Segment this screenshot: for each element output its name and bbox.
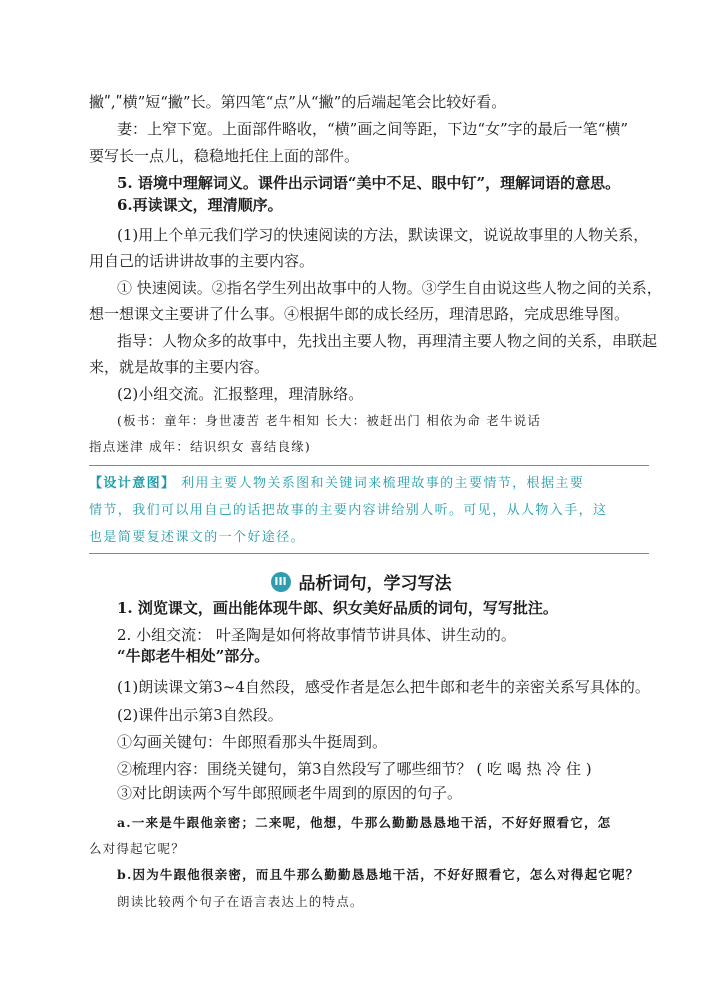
design-line2: 情节，我们可以用自己的话把故事的主要内容讲给别人听。可见，从人物入手，这 [89, 503, 608, 518]
guide-line2: 来，就是故事的主要内容。 [89, 358, 270, 376]
section-title: 品析词句，学习写法 [298, 574, 452, 594]
compare-line: 朗读比较两个句子在语言表达上的特点。 [117, 894, 364, 909]
step1-line2: 用自己的话讲讲故事的主要内容。 [89, 252, 315, 270]
design-bottom-divider [89, 553, 649, 554]
design-line1: 利用主要人物关系图和关键词来梳理故事的主要情节，根据主要 [175, 476, 585, 491]
item-6-heading: 6.再读课文，理清顺序。 [117, 196, 283, 214]
para1-line1: 撇ʺ,ʺ横”短“撇”长。第四笔“点”从“撇”的后端起笔会比较好看。 [89, 93, 507, 111]
board-line1: (板书：童年：身世凄苦 老牛相知 长大：被赶出门 相依为命 老牛说话 [117, 413, 542, 428]
r4-line: ②梳理内容：围绕关键句，第3自然段写了哪些细节？ ( 吃 喝 热 冷 住 ) [117, 760, 592, 778]
r3-line: ①勾画关键句：牛郎照看那头牛挺周到。 [117, 733, 388, 751]
s1-line: 1. 浏览课文，画出能体现牛郎、织女美好品质的词句，写写批注。 [117, 599, 558, 617]
design-top-divider [89, 465, 649, 466]
r2-line: (2)课件出示第3自然段。 [117, 706, 283, 724]
guide-line1: 指导：人物众多的故事中，先找出主要人物，再理清主要人物之间的关系，串联起 [117, 332, 658, 350]
board-line2: 指点迷津 成年：结识织女 喜结良缘) [89, 439, 311, 454]
steps-line1: ① 快速阅读。②指名学生列出故事中的人物。③学生自由说这些人物之间的关系， [117, 279, 662, 297]
s2b-line: “牛郎老牛相处”部分。 [117, 647, 270, 665]
para1-line3: 要写长一点儿，稳稳地托住上面的部件。 [89, 147, 360, 165]
step2-line: (2)小组交流。汇报整理，理清脉络。 [117, 385, 364, 403]
sentence-a-line2: 么对得起它呢？ [89, 841, 185, 856]
item-5-heading: 5. 语境中理解词义。课件出示词语“美中不足、眼中钉”，理解词语的意思。 [117, 174, 621, 192]
step1-line1: (1)用上个单元我们学习的快速阅读的方法，默读课文，说说故事里的人物关系， [117, 226, 649, 244]
design-intent-tag: 【设计意图】 [89, 476, 176, 491]
sentence-b-line: b.因为牛跟他很亲密，而且牛那么勤勤恳恳地干活，不好好照看它，怎么对得起它呢？ [117, 867, 640, 882]
section-number-icon: III [271, 572, 291, 592]
sentence-a-line1: a.一来是牛跟他亲密；二来呢，他想，牛那么勤勤恳恳地干活，不好好照看它，怎 [117, 815, 612, 830]
para1-line2: 妻：上窄下宽。上面部件略收，“横”画之间等距，下边“女”字的最后一笔“横” [117, 120, 629, 138]
s2-line: 2. 小组交流： 叶圣陶是如何将故事情节讲具体、讲生动的。 [117, 626, 516, 644]
section-heading [0, 569, 722, 594]
design-intent-block [89, 470, 649, 551]
r1-line: (1)朗读课文第3~4自然段，感受作者是怎么把牛郎和老牛的亲密关系写具体的。 [117, 678, 650, 696]
design-line3: 也是简要复述课文的一个好途径。 [89, 530, 306, 545]
r5-line: ③对比朗读两个写牛郎照顾老牛周到的原因的句子。 [117, 784, 463, 802]
steps-line2: 想一想课文主要讲了什么事。④根据牛郎的成长经历，理清思路，完成思维导图。 [89, 305, 630, 323]
